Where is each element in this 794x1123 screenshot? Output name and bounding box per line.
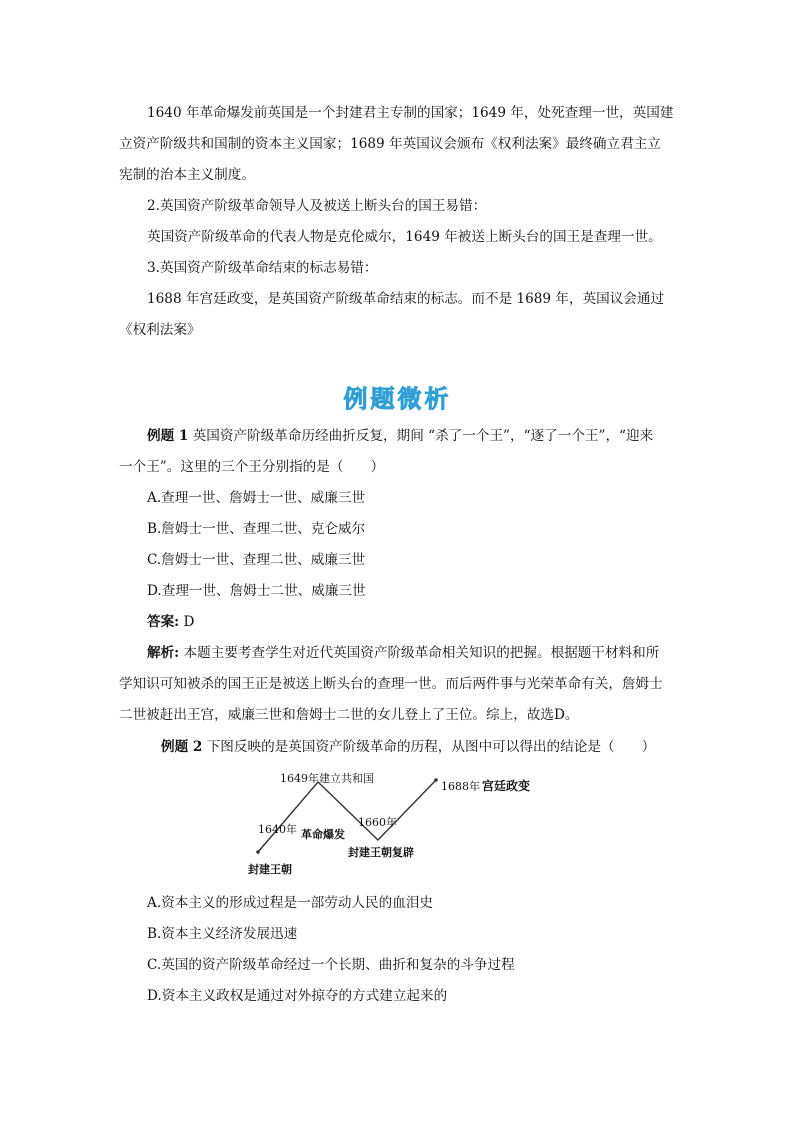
point-3-heading: 3.英国资产阶级革命结束的标志易错： [147,260,378,276]
example-2-option-d: D.资本主义政权是通过对外掠夺的方式建立起来的 [147,988,448,1004]
point-2-body: 英国资产阶级革命的代表人物是克伦威尔，1649 年被送上断头台的国王是查理一世。 [147,229,662,245]
point-3-body-line-2: 《权利法案》 [119,322,201,338]
answer-value: D [183,614,195,630]
example-2-option-c: C.英国的资产阶级革命经过一个长期、曲折和复杂的斗争过程 [147,957,515,973]
example-1-analysis-line-3: 二世被赶出王宫，威廉三世和詹姆士二世的女儿登上了王位。综上，故选D。 [119,707,579,723]
example-1-option-c: C.詹姆士一世、查理二世、威廉三世 [147,552,366,568]
analysis-text-1: 本题主要考查学生对近代英国资产阶级革命相关知识的把握。根据题干材料和所 [183,645,660,661]
label-restoration: 封建王朝复辟 [348,846,414,859]
label-coup: 宫廷政变 [482,779,531,793]
intro-line-3: 宪制的治本主义制度。 [119,167,255,183]
example-1-option-a: A.查理一世、詹姆士一世、威廉三世 [147,490,366,506]
label-1640-year: 1640年 [258,823,297,836]
timeline-node-1688 [434,778,438,782]
point-2-heading: 2.英国资产阶级革命领导人及被送上断头台的国王易错： [147,198,487,214]
timeline-path [258,780,436,852]
section-title: 例题微析 [343,385,452,413]
example-2-stem-text: 下图反映的是英国资产阶级革命的历程，从图中可以得出的结论是（ ） [206,739,656,755]
example-2-option-b: B.资本主义经济发展迅速 [147,926,298,942]
example-2-label: 例题 2 [161,739,203,755]
example-2-stem-line [161,737,655,757]
analysis-label: 解析: [147,645,180,661]
label-1660-year: 1660年 [358,816,397,829]
answer-label: 答案: [147,614,180,630]
label-1688-year: 1688年 [441,780,480,793]
point-3-body-line-1: 1688 年宫廷政变，是英国资产阶级革命结束的标志。而不是 1689 年，英国议会通过 [147,291,665,307]
revolution-timeline-diagram [248,768,548,880]
label-1640-event: 革命爆发 [301,828,345,841]
label-1649: 1649年建立共和国 [280,772,374,785]
example-1-option-d: D.查理一世、詹姆士二世、威廉三世 [147,583,366,599]
example-1-analysis-line-1 [147,643,659,663]
example-2-option-a: A.资本主义的形成过程是一部劳动人民的血泪史 [147,895,434,911]
example-1-label: 例题 1 [147,428,189,444]
example-1-option-b: B.詹姆士一世、查理二世、克仑威尔 [147,521,366,537]
intro-line-2: 立资产阶级共和国制的资本主义国家；1689 年英国议会颁布《权利法案》最终确立君主立 [119,136,661,152]
example-1-stem-line-2: 一个王”。这里的三个王分别指的是（ ） [119,459,385,475]
section-title-banner [340,382,455,416]
example-1-stem-text: 英国资产阶级革命历经曲折反复，期间 “杀了一个王”，“逐了一个王”，“迎来 [192,428,654,444]
timeline-node-start [256,850,260,854]
example-1-analysis-line-2: 学知识可知被杀的国王正是被送上断头台的查理一世。而后两件事与光荣革命有关，詹姆士 [119,676,663,692]
example-1-stem-line-1 [147,426,653,446]
intro-line-1: 1640 年革命爆发前英国是一个封建君主专制的国家；1649 年，处死查理一世，英国建 [147,105,674,121]
label-feudal-dynasty: 封建王朝 [248,863,292,876]
example-1-answer-line [147,612,194,632]
